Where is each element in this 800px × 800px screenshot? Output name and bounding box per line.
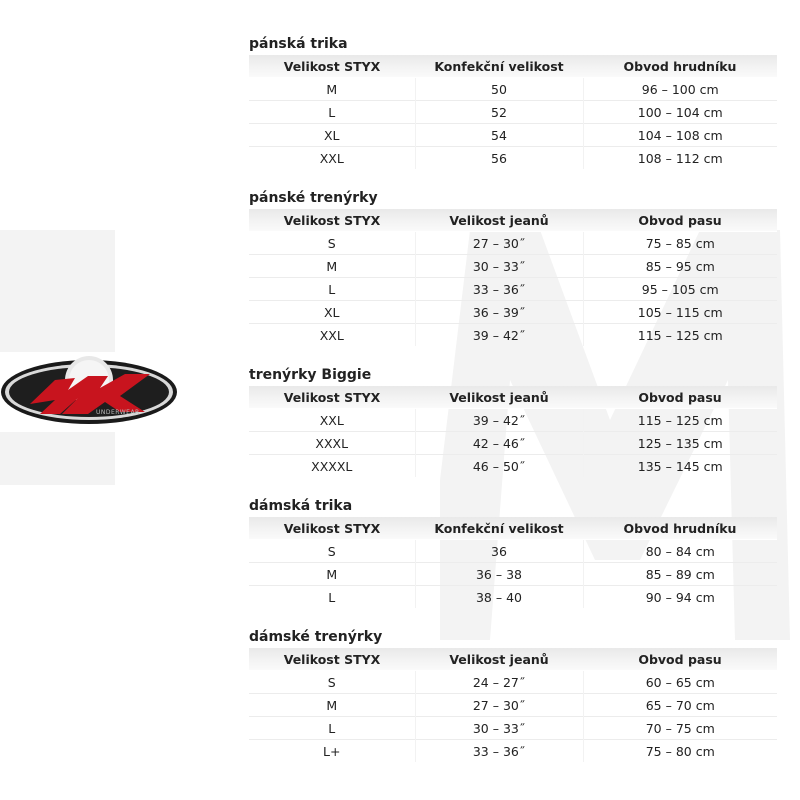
size-section bbox=[249, 34, 781, 169]
size-charts bbox=[249, 34, 781, 781]
column-header: Velikost STYX bbox=[249, 386, 415, 409]
table-cell: L bbox=[249, 101, 415, 124]
size-table bbox=[249, 55, 777, 169]
column-header: Velikost jeanů bbox=[415, 648, 583, 671]
table-cell: XXL bbox=[249, 324, 415, 347]
column-header: Velikost jeanů bbox=[415, 209, 583, 232]
table-cell: 85 – 95 cm bbox=[583, 255, 777, 278]
table-cell: 27 – 30˝ bbox=[415, 232, 583, 255]
table-cell: M bbox=[249, 255, 415, 278]
table-cell: 75 – 85 cm bbox=[583, 232, 777, 255]
table-cell: 96 – 100 cm bbox=[583, 78, 777, 101]
column-header: Konfekční velikost bbox=[415, 55, 583, 78]
table-cell: 36 – 38 bbox=[415, 563, 583, 586]
column-header: Velikost STYX bbox=[249, 517, 415, 540]
table-cell: XL bbox=[249, 301, 415, 324]
table-cell: 39 – 42˝ bbox=[415, 324, 583, 347]
table-cell: 104 – 108 cm bbox=[583, 124, 777, 147]
table-header-row bbox=[249, 517, 777, 540]
table-cell: 90 – 94 cm bbox=[583, 586, 777, 609]
table-cell: 52 bbox=[415, 101, 583, 124]
table-row bbox=[249, 671, 777, 694]
column-header: Velikost STYX bbox=[249, 209, 415, 232]
table-row bbox=[249, 124, 777, 147]
table-cell: XXL bbox=[249, 409, 415, 432]
table-cell: 115 – 125 cm bbox=[583, 324, 777, 347]
table-row bbox=[249, 409, 777, 432]
size-section bbox=[249, 627, 781, 762]
table-row bbox=[249, 432, 777, 455]
table-row bbox=[249, 301, 777, 324]
table-cell: M bbox=[249, 563, 415, 586]
size-table bbox=[249, 517, 777, 608]
column-header: Velikost STYX bbox=[249, 55, 415, 78]
table-cell: 60 – 65 cm bbox=[583, 671, 777, 694]
table-cell: L bbox=[249, 586, 415, 609]
table-row bbox=[249, 78, 777, 101]
table-row bbox=[249, 586, 777, 609]
table-cell: 36 bbox=[415, 540, 583, 563]
table-cell: 135 – 145 cm bbox=[583, 455, 777, 478]
table-cell: 56 bbox=[415, 147, 583, 170]
mx-logo-icon bbox=[0, 352, 178, 432]
table-cell: 30 – 33˝ bbox=[415, 717, 583, 740]
table-cell: 108 – 112 cm bbox=[583, 147, 777, 170]
table-header-row bbox=[249, 209, 777, 232]
table-row bbox=[249, 455, 777, 478]
table-cell: 85 – 89 cm bbox=[583, 563, 777, 586]
section-title: dámské trenýrky bbox=[249, 629, 383, 645]
table-cell: XXXXL bbox=[249, 455, 415, 478]
table-cell: L+ bbox=[249, 740, 415, 763]
size-section bbox=[249, 365, 781, 477]
table-row bbox=[249, 255, 777, 278]
table-cell: 24 – 27˝ bbox=[415, 671, 583, 694]
table-cell: XXL bbox=[249, 147, 415, 170]
table-cell: 50 bbox=[415, 78, 583, 101]
table-cell: 46 – 50˝ bbox=[415, 455, 583, 478]
table-cell: 36 – 39˝ bbox=[415, 301, 583, 324]
size-table bbox=[249, 209, 777, 346]
table-row bbox=[249, 278, 777, 301]
table-row bbox=[249, 324, 777, 347]
section-title: trenýrky Biggie bbox=[249, 367, 372, 383]
column-header: Obvod pasu bbox=[583, 648, 777, 671]
table-row bbox=[249, 147, 777, 170]
table-cell: XL bbox=[249, 124, 415, 147]
table-row bbox=[249, 740, 777, 763]
table-cell: XXXL bbox=[249, 432, 415, 455]
table-cell: 125 – 135 cm bbox=[583, 432, 777, 455]
table-cell: S bbox=[249, 232, 415, 255]
table-cell: S bbox=[249, 671, 415, 694]
table-row bbox=[249, 694, 777, 717]
table-cell: 65 – 70 cm bbox=[583, 694, 777, 717]
size-section bbox=[249, 188, 781, 346]
section-title: pánská trika bbox=[249, 36, 348, 52]
table-cell: 39 – 42˝ bbox=[415, 409, 583, 432]
size-table bbox=[249, 386, 777, 477]
size-section bbox=[249, 496, 781, 608]
column-header: Obvod hrudníku bbox=[583, 517, 777, 540]
section-title: pánské trenýrky bbox=[249, 190, 378, 206]
table-cell: 42 – 46˝ bbox=[415, 432, 583, 455]
table-cell: 100 – 104 cm bbox=[583, 101, 777, 124]
column-header: Velikost STYX bbox=[249, 648, 415, 671]
table-row bbox=[249, 101, 777, 124]
table-row bbox=[249, 540, 777, 563]
section-title: dámská trika bbox=[249, 498, 353, 514]
column-header: Obvod pasu bbox=[583, 386, 777, 409]
svg-text:UNDERWEAR: UNDERWEAR bbox=[96, 409, 140, 416]
table-row bbox=[249, 232, 777, 255]
table-cell: 70 – 75 cm bbox=[583, 717, 777, 740]
column-header: Obvod hrudníku bbox=[583, 55, 777, 78]
table-cell: 30 – 33˝ bbox=[415, 255, 583, 278]
table-header-row bbox=[249, 648, 777, 671]
table-cell: 115 – 125 cm bbox=[583, 409, 777, 432]
table-cell: L bbox=[249, 278, 415, 301]
table-cell: 33 – 36˝ bbox=[415, 740, 583, 763]
table-cell: S bbox=[249, 540, 415, 563]
table-cell: 75 – 80 cm bbox=[583, 740, 777, 763]
table-cell: 105 – 115 cm bbox=[583, 301, 777, 324]
table-row bbox=[249, 563, 777, 586]
table-cell: 80 – 84 cm bbox=[583, 540, 777, 563]
table-cell: L bbox=[249, 717, 415, 740]
table-header-row bbox=[249, 55, 777, 78]
table-cell: M bbox=[249, 694, 415, 717]
column-header: Konfekční velikost bbox=[415, 517, 583, 540]
column-header: Velikost jeanů bbox=[415, 386, 583, 409]
table-cell: 27 – 30˝ bbox=[415, 694, 583, 717]
table-cell: 54 bbox=[415, 124, 583, 147]
table-cell: 95 – 105 cm bbox=[583, 278, 777, 301]
table-cell: 38 – 40 bbox=[415, 586, 583, 609]
column-header: Obvod pasu bbox=[583, 209, 777, 232]
table-cell: M bbox=[249, 78, 415, 101]
table-cell: 33 – 36˝ bbox=[415, 278, 583, 301]
size-table bbox=[249, 648, 777, 762]
table-row bbox=[249, 717, 777, 740]
table-header-row bbox=[249, 386, 777, 409]
